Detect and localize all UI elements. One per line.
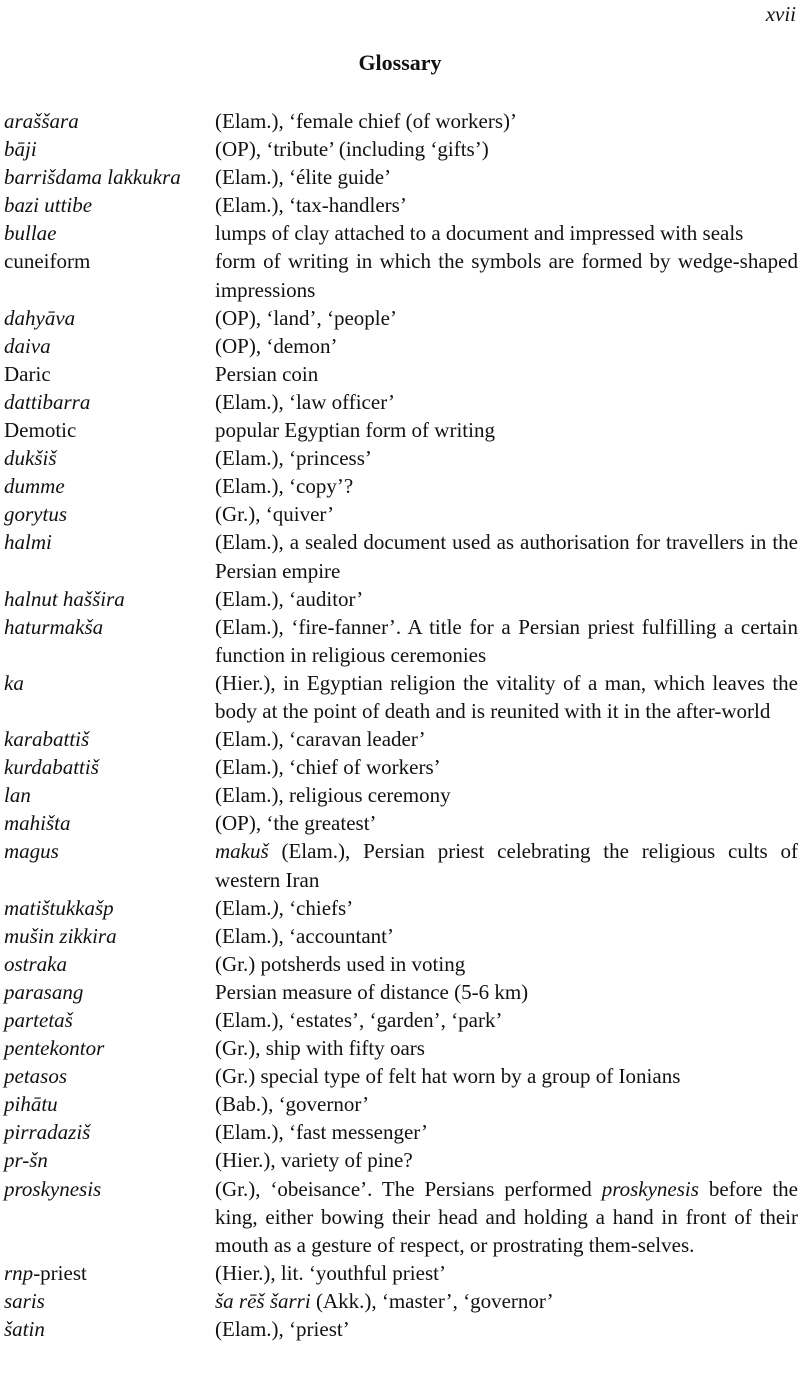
definition-text: (OP), ‘the greatest’ <box>215 811 377 836</box>
term-text: lan <box>4 783 31 808</box>
glossary-term <box>4 978 215 1006</box>
term-text: bullae <box>4 221 57 246</box>
glossary-definition <box>215 107 798 135</box>
glossary-term <box>4 585 215 613</box>
glossary-definition <box>215 304 798 332</box>
glossary-term <box>4 669 215 697</box>
glossary-definition <box>215 1006 798 1034</box>
term-text: partetaš <box>4 1008 73 1032</box>
glossary-term <box>4 725 215 753</box>
definition-text: proskynesis <box>601 1176 699 1201</box>
glossary-definition <box>215 613 798 669</box>
glossary-definition <box>215 1287 798 1315</box>
term-text: pentekontor <box>4 1036 105 1061</box>
definition-text: (Elam. <box>215 895 272 920</box>
glossary-entry <box>4 1062 798 1090</box>
glossary-entry <box>4 1175 798 1259</box>
definition-text: (Elam.), ‘estates’, ‘garden’, ‘park’ <box>215 1008 503 1032</box>
glossary-definition <box>215 388 798 416</box>
glossary-entry <box>4 725 798 753</box>
glossary-definition <box>215 669 798 725</box>
glossary-entry <box>4 472 798 500</box>
glossary-term <box>4 1287 215 1315</box>
glossary-entry <box>4 107 798 135</box>
definition-text: (Elam.), ‘caravan leader’ <box>215 727 426 752</box>
definition-text: , ‘chiefs’ <box>278 895 354 920</box>
glossary-entry <box>4 135 798 163</box>
glossary-term <box>4 613 215 641</box>
term-text: kurdabattiš <box>4 755 99 780</box>
glossary-definition <box>215 1034 798 1062</box>
term-text: Daric <box>4 361 51 386</box>
glossary-entry <box>4 304 798 332</box>
glossary-term <box>4 135 215 163</box>
glossary-term <box>4 528 215 556</box>
definition-text: (Hier.), lit. ‘youthful priest’ <box>215 1260 446 1285</box>
glossary-term <box>4 1175 215 1203</box>
definition-text: (OP), ‘land’, ‘people’ <box>215 305 397 330</box>
definition-text: form of writing in which the symbols are formed by wedge-shaped impressions <box>215 249 798 302</box>
definition-text: (Gr.) potsherds used in voting <box>215 951 466 976</box>
page-title: Glossary <box>358 50 442 75</box>
glossary-entry <box>4 669 798 725</box>
definition-text: makuš <box>215 839 269 864</box>
term-text: dumme <box>4 474 65 499</box>
glossary-term <box>4 950 215 978</box>
definition-text: (Akk.), ‘master’, ‘governor’ <box>310 1288 554 1313</box>
term-text: halnut haššira <box>4 586 125 611</box>
term-text: -priest <box>33 1260 87 1285</box>
glossary-term <box>4 1259 215 1287</box>
glossary-term <box>4 360 215 388</box>
glossary-term <box>4 472 215 500</box>
glossary-entry <box>4 1006 798 1034</box>
glossary-entry <box>4 585 798 613</box>
glossary-definition <box>215 837 798 893</box>
glossary-term <box>4 416 215 444</box>
glossary-term <box>4 388 215 416</box>
glossary-entry <box>4 894 798 922</box>
glossary-term <box>4 753 215 781</box>
glossary-term <box>4 1315 215 1343</box>
definition-text: (Hier.), variety of pine? <box>215 1148 413 1173</box>
glossary-definition <box>215 416 798 444</box>
glossary-term <box>4 247 215 275</box>
definition-text: (Elam.), ‘fire-fanner’. A title for a Persian priest fulfilling a certain function in religious ceremonies <box>215 614 798 667</box>
glossary-term <box>4 107 215 135</box>
glossary-entry <box>4 922 798 950</box>
term-text: mahišta <box>4 811 71 836</box>
glossary-term <box>4 922 215 950</box>
term-text: haturmakša <box>4 614 104 639</box>
term-text: rnp <box>4 1260 34 1285</box>
glossary-definition <box>215 1118 798 1146</box>
glossary-entry <box>4 1315 798 1343</box>
term-text: araššara <box>4 109 79 133</box>
glossary-term <box>4 163 215 191</box>
glossary-term <box>4 219 215 247</box>
definition-text: Persian coin <box>215 361 319 386</box>
glossary-entry <box>4 388 798 416</box>
glossary-list <box>4 107 798 1343</box>
glossary-entry <box>4 444 798 472</box>
definition-text: (OP), ‘demon’ <box>215 333 338 358</box>
definition-text: (OP), ‘tribute’ (including ‘gifts’) <box>215 137 489 162</box>
glossary-term <box>4 1006 215 1034</box>
term-text: pihātu <box>4 1092 58 1117</box>
term-text: matištukkašp <box>4 895 114 920</box>
glossary-definition <box>215 191 798 219</box>
definition-text: (Elam.), religious ceremony <box>215 783 451 808</box>
term-text: halmi <box>4 530 52 555</box>
glossary-definition <box>215 585 798 613</box>
glossary-term <box>4 191 215 219</box>
glossary-entry <box>4 781 798 809</box>
definition-text: (Elam.), ‘fast messenger’ <box>215 1120 429 1145</box>
glossary-definition <box>215 781 798 809</box>
definition-text: (Hier.), in Egyptian religion the vitality of a man, which leaves the body at the point of death and is reunited with it in the after-world <box>215 670 798 723</box>
glossary-entry <box>4 1118 798 1146</box>
glossary-term <box>4 809 215 837</box>
glossary-definition <box>215 725 798 753</box>
term-text: petasos <box>4 1064 67 1089</box>
glossary-term <box>4 781 215 809</box>
glossary-entry <box>4 332 798 360</box>
glossary-entry <box>4 837 798 893</box>
term-text: saris <box>4 1288 45 1313</box>
term-text: karabattiš <box>4 727 90 752</box>
glossary-entry <box>4 1259 798 1287</box>
glossary-entry <box>4 219 798 247</box>
glossary-term <box>4 304 215 332</box>
glossary-definition <box>215 135 798 163</box>
glossary-definition <box>215 444 798 472</box>
glossary-entry <box>4 1146 798 1174</box>
glossary-definition <box>215 1315 798 1343</box>
glossary-definition <box>215 1062 798 1090</box>
glossary-definition <box>215 528 798 584</box>
glossary-term <box>4 1062 215 1090</box>
glossary-entry <box>4 753 798 781</box>
definition-text: (Gr.) special type of felt hat worn by a group of Ionians <box>215 1064 681 1089</box>
term-text: dukšiš <box>4 446 57 471</box>
term-text: Demotic <box>4 418 77 443</box>
glossary-definition <box>215 978 798 1006</box>
glossary-term <box>4 894 215 922</box>
term-text: pr-šn <box>4 1148 48 1173</box>
definition-text: (Elam.), ‘priest’ <box>215 1317 350 1342</box>
definition-text: ) <box>271 895 279 920</box>
glossary-entry <box>4 163 798 191</box>
glossary-definition <box>215 1175 798 1259</box>
definition-text: (Gr.), ship with fifty oars <box>215 1036 425 1061</box>
term-text: proskynesis <box>4 1176 102 1201</box>
term-text: parasang <box>4 979 84 1004</box>
definition-text: (Elam.), a sealed document used as authorisation for travellers in the Persian empire <box>215 530 798 583</box>
term-text: bazi uttibe <box>4 193 93 218</box>
definition-text: ša rēš šarri <box>215 1288 311 1313</box>
glossary-entry <box>4 1287 798 1315</box>
glossary-entry <box>4 1034 798 1062</box>
glossary-entry <box>4 500 798 528</box>
term-text: ka <box>4 670 24 695</box>
definition-text: (Elam.), ‘accountant’ <box>215 923 394 948</box>
glossary-definition <box>215 332 798 360</box>
definition-text: popular Egyptian form of writing <box>215 418 495 443</box>
glossary-entry <box>4 1090 798 1118</box>
glossary-term <box>4 444 215 472</box>
glossary-definition <box>215 360 798 388</box>
glossary-term <box>4 1118 215 1146</box>
glossary-entry <box>4 247 798 303</box>
glossary-definition <box>215 1090 798 1118</box>
glossary-term <box>4 332 215 360</box>
term-text: magus <box>4 839 59 864</box>
glossary-definition <box>215 753 798 781</box>
glossary-entry <box>4 191 798 219</box>
term-text: barrišdama lakkukra <box>4 165 181 190</box>
glossary-term <box>4 1146 215 1174</box>
definition-text: Persian measure of distance (5-6 km) <box>215 979 529 1004</box>
page-number: xvii <box>765 2 796 26</box>
definition-text: (Gr.), ‘obeisance’. The Persians performed <box>215 1176 602 1201</box>
glossary-definition <box>215 809 798 837</box>
term-text: cuneiform <box>4 249 91 274</box>
definition-text: before the king, either bowing their head and holding a hand in front of their mouth as a gesture of respect, or prostrating them-selves. <box>215 1176 798 1257</box>
glossary-definition <box>215 472 798 500</box>
glossary-definition <box>215 950 798 978</box>
term-text: dahyāva <box>4 305 76 330</box>
definition-text: (Elam.), ‘auditor’ <box>215 586 364 611</box>
glossary-term <box>4 1090 215 1118</box>
definition-text: (Elam.), ‘tax-handlers’ <box>215 193 407 218</box>
glossary-term <box>4 1034 215 1062</box>
glossary-definition <box>215 1259 798 1287</box>
definition-text: (Elam.), ‘élite guide’ <box>215 165 392 190</box>
term-text: ostraka <box>4 951 67 976</box>
term-text: dattibarra <box>4 389 91 414</box>
glossary-definition <box>215 894 798 922</box>
glossary-entry <box>4 809 798 837</box>
glossary-entry <box>4 528 798 584</box>
term-text: pirradaziš <box>4 1120 91 1145</box>
glossary-definition <box>215 1146 798 1174</box>
glossary-definition <box>215 500 798 528</box>
term-text: šatin <box>4 1317 45 1342</box>
term-text: mušin zikkira <box>4 923 117 948</box>
definition-text: (Elam.), Persian priest celebrating the religious cults of western Iran <box>215 839 798 892</box>
glossary-definition <box>215 219 798 247</box>
definition-text: lumps of clay attached to a document and impressed with seals <box>215 221 744 246</box>
term-text: bāji <box>4 137 37 162</box>
definition-text: (Bab.), ‘governor’ <box>215 1092 370 1117</box>
glossary-entry <box>4 360 798 388</box>
definition-text: (Elam.), ‘female chief (of workers)’ <box>215 109 518 133</box>
glossary-entry <box>4 613 798 669</box>
glossary-entry <box>4 416 798 444</box>
glossary-definition <box>215 163 798 191</box>
definition-text: (Elam.), ‘copy’? <box>215 474 354 499</box>
term-text: gorytus <box>4 502 67 527</box>
definition-text: (Elam.), ‘chief of workers’ <box>215 755 441 780</box>
definition-text: (Elam.), ‘princess’ <box>215 446 372 471</box>
term-text: daiva <box>4 333 51 358</box>
glossary-term <box>4 500 215 528</box>
glossary-entry <box>4 978 798 1006</box>
glossary-definition <box>215 922 798 950</box>
glossary-definition <box>215 247 798 303</box>
definition-text: (Gr.), ‘quiver’ <box>215 502 335 527</box>
glossary-term <box>4 837 215 865</box>
glossary-entry <box>4 950 798 978</box>
definition-text: (Elam.), ‘law officer’ <box>215 389 395 414</box>
